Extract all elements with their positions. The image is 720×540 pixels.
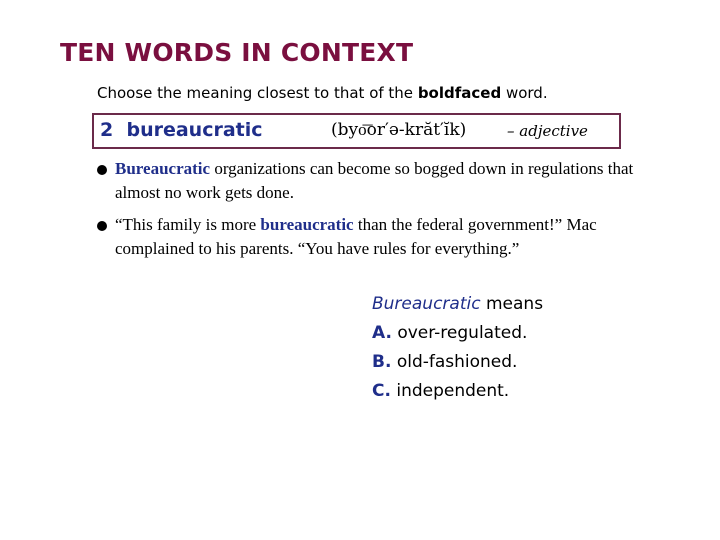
pronunciation: (byo͞or′ə-krăt′ĭk) <box>331 120 467 140</box>
example-sentence-1 <box>97 157 635 205</box>
word-number: 2 <box>100 119 114 141</box>
vocabulary-word-box <box>92 113 621 149</box>
option-b[interactable] <box>372 348 543 377</box>
instructions-text-end: word. <box>501 84 548 102</box>
bullet-icon <box>97 165 107 175</box>
option-c[interactable] <box>372 377 543 406</box>
example-text <box>115 213 635 261</box>
instructions <box>97 84 548 102</box>
page-title: TEN WORDS IN CONTEXT <box>60 38 414 67</box>
vocabulary-word <box>100 119 263 141</box>
option-letter: A. <box>372 323 392 343</box>
option-text: old-fashioned. <box>391 352 518 372</box>
example-keyword: bureaucratic <box>260 215 354 234</box>
example-text-after: organizations can become so bogged down in regulations that almost no work gets done. <box>115 159 634 202</box>
instructions-bold-text: boldfaced <box>417 84 502 102</box>
bullet-icon <box>97 221 107 231</box>
example-sentence-2 <box>97 213 635 261</box>
question-keyword: Bureaucratic <box>372 294 481 314</box>
question-stem <box>372 290 543 319</box>
example-text-before: “This family is more <box>115 215 261 234</box>
option-letter: B. <box>372 352 392 372</box>
question-stem-text: means <box>480 294 544 314</box>
example-text-after: than the federal government!” Mac complained to his parents. “You have rules for everything.” <box>115 215 597 258</box>
example-text <box>115 157 635 205</box>
option-letter: C. <box>372 381 391 401</box>
option-text: over-regulated. <box>391 323 528 343</box>
option-text: independent. <box>390 381 510 401</box>
answer-choices <box>372 290 543 406</box>
instructions-text: Choose the meaning closest to that of the <box>97 84 418 102</box>
example-keyword: Bureaucratic <box>115 159 211 178</box>
part-of-speech: – adjective <box>507 122 588 140</box>
word-text: bureaucratic <box>126 119 263 141</box>
option-a[interactable] <box>372 319 543 348</box>
